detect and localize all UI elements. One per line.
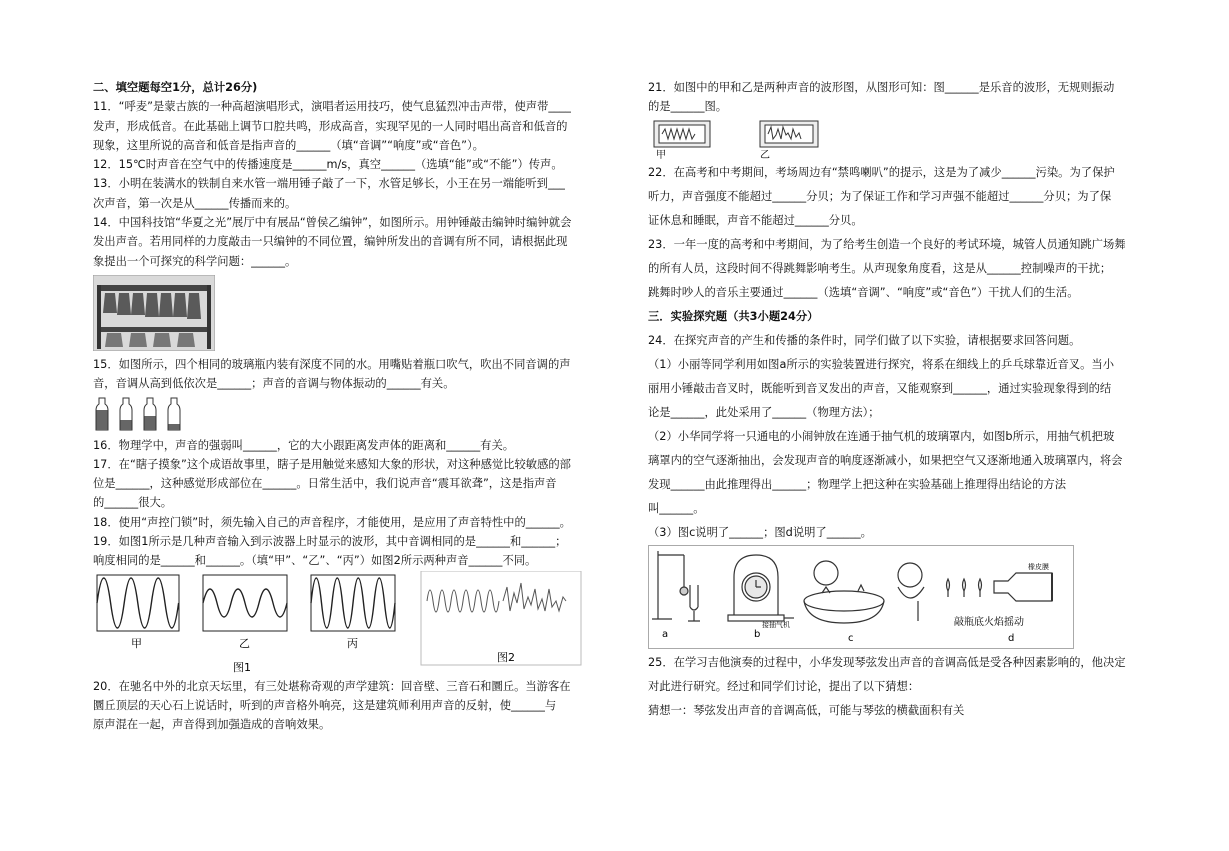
q24-line-1: 24．在探究声音的产生和传播的条件时，同学们做了以下实验，请根据要求回答问题。 — [648, 333, 1081, 347]
label-fig1: 图1 — [233, 660, 251, 674]
left-column — [93, 78, 583, 735]
label-a: a — [662, 628, 669, 640]
waveform-jia — [97, 575, 179, 631]
q19-line-1: 19．如图1所示是几种声音输入到示波器上时显示的波形，其中音调相同的是______和______； — [93, 535, 567, 549]
section-2-title: 二、填空题每空1分，总计26分) — [93, 81, 258, 94]
q21-figure — [648, 117, 1140, 161]
q24-line-9: （3）图c说明了______；图d说明了______。 — [648, 525, 872, 539]
label-jia: 甲 — [131, 636, 142, 650]
q21-line-2: 的是______图。 — [648, 100, 728, 114]
q24-line-3: 丽用小锤敲击音叉时，既能听到音叉发出的声音，又能观察到______，通过实验现象得到的结 — [648, 381, 1112, 395]
label-d-note: 敲瓶底火焰摇动 — [954, 616, 1024, 628]
q20-line-2: 圜丘顶层的天心石上说话时，听到的声音格外响亮，这是建筑师利用声音的反射，使______与 — [93, 698, 557, 712]
q24-line-4: 论是______，此处采用了______（物理方法）； — [648, 405, 880, 419]
q18-line-1: 18．使用“声控门锁”时，须先输入自己的声音程序，才能使用，是应用了声音特性中的______。 — [93, 515, 571, 529]
waveform-yi — [203, 575, 287, 631]
label-fig2: 图2 — [497, 650, 515, 664]
q22-line-1: 22．在高考和中考期间，考场周边有“禁鸣喇叭”的提示，这是为了减少______污染。为了保护 — [648, 165, 1115, 179]
q17-line-3: 的______很大。 — [93, 496, 173, 510]
q14-line-1: 14．中国科技馆“华夏之光”展厅中有展品“曾侯乙编钟”，如图所示。用钟锤敲击编钟时编钟就会 — [93, 216, 572, 230]
experiment-figure — [648, 545, 1140, 651]
q11-line-1: 11．“呼麦”是蒙古族的一种高超演唱形式，演唱者运用技巧，使气息猛烈冲击声带，使声带____ — [93, 100, 571, 114]
q17-line-1: 17．在“瞎子摸象”这个成语故事里，瞎子是用触觉来感知大象的形状，对这种感觉比较敏感的部 — [93, 457, 571, 471]
q24-line-8: 叫______。 — [648, 501, 705, 515]
q25-line-1: 25．在学习吉他演奏的过程中，小华发现琴弦发出声音的音调高低是受各种因素影响的，他决定 — [648, 655, 1126, 669]
waveform-bing — [311, 575, 395, 631]
q13-line-1: 13．小明在装满水的铁制自来水管一端用锤子敲了一下，水管足够长，小王在另一端能听到___ — [93, 177, 565, 191]
fig-b-bell-jar — [728, 555, 794, 621]
label-q21-jia: 甲 — [656, 149, 666, 159]
label-q21-yi: 乙 — [760, 149, 770, 159]
label-yi: 乙 — [239, 636, 250, 650]
q20-line-1: 20．在驰名中外的北京天坛里，有三处堪称奇观的声学建筑：回音壁、三音石和圜丘。当游客在 — [93, 679, 571, 693]
q23-line-1: 23．一年一度的高考和中考期间，为了给考生创造一个良好的考试环境，城管人员通知跳广场舞 — [648, 237, 1126, 251]
q24-line-6: 璃罩内的空气逐渐抽出，会发现声音的响度逐渐减小，如果把空气又逐渐地通入玻璃罩内，将会 — [648, 453, 1123, 467]
q13-line-2: 次声音，第一次是从______传播而来的。 — [93, 196, 297, 210]
q11-line-3: 现象，这里所说的高音和低音是指声音的______（填“音调”“响度”或“音色”）。 — [93, 138, 484, 152]
bottles-figure — [93, 394, 583, 436]
waveform-figures — [93, 571, 583, 677]
label-d: d — [1008, 632, 1015, 644]
fig-d-candle-bottle — [947, 573, 1053, 601]
q21-line-1: 21．如图中的甲和乙是两种声音的波形图，从图形可知：图______是乐音的波形，无规则振动 — [648, 81, 1115, 94]
q19-line-2: 响度相同的是______和______。（填“甲”、“乙”、“丙”）如图2所示两种声音______不同。 — [93, 554, 537, 568]
q17-line-2: 位是______，这种感觉形成部位在______。日常生活中，我们说声音“震耳欲聋”，这是指声音 — [93, 477, 557, 491]
chime-bells-image — [93, 275, 583, 355]
q25-line-2: 对此进行研究。经过和同学们讨论，提出了以下猜想： — [648, 679, 920, 693]
q22-line-2: 听力，声音强度不能超过______分贝；为了保证工作和学习声强不能超过______分贝；为了保 — [648, 189, 1112, 203]
q15-line-2: 音，音调从高到低依次是______；声音的音调与物体振动的______有关。 — [93, 377, 455, 391]
q24-line-7: 发现______由此推理得出______；物理学上把这种在实验基础上推理得出结论的方法 — [648, 477, 1066, 491]
q15-line-1: 15．如图所示，四个相同的玻璃瓶内装有深度不同的水。用嘴贴着瓶口吹气，吹出不同音调的声 — [93, 357, 571, 371]
right-column — [648, 78, 1140, 723]
section-3-title: 三．实验探究题（共3小题24分） — [648, 309, 819, 323]
q14-line-2: 发出声音。若用同样的力度敲击一只编钟的不同位置，编钟所发出的音调有所不同，请根据此现 — [93, 235, 568, 249]
q16-line-1: 16．物理学中，声音的强弱叫______，它的大小跟距离发声体的距离和______有关。 — [93, 438, 515, 452]
label-d-film: 橡皮膜 — [1028, 562, 1049, 571]
q22-line-3: 证休息和睡眠，声音不能超过______分贝。 — [648, 213, 863, 227]
label-b-note: 接抽气机 — [762, 620, 790, 629]
q25-line-3: 猜想一：琴弦发出声音的音调高低，可能与琴弦的横截面积有关 — [648, 703, 965, 717]
q23-line-2: 的所有人员，这段时间不得跳舞影响考生。从声现象角度看，这是从______控制噪声的干扰； — [648, 261, 1112, 275]
fig-a-tuning-fork — [652, 551, 700, 621]
fig-c-basin — [804, 561, 924, 623]
q24-line-5: （2）小华同学将一只通电的小闹钟放在连通于抽气机的玻璃罩内，如图b所示，用抽气机把玻 — [648, 429, 1115, 443]
q14-line-3: 象提出一个可探究的科学问题：______。 — [93, 254, 297, 268]
q23-line-3: 跳舞时吵人的音乐主要通过______（选填“音调”、“响度”或“音色”）干扰人们的生活。 — [648, 285, 1079, 299]
label-bing: 丙 — [347, 636, 358, 650]
q20-line-3: 原声混在一起，声音得到加强造成的音响效果。 — [93, 718, 331, 732]
label-c: c — [848, 632, 854, 644]
q11-line-2: 发声，形成低音。在此基础上调节口腔共鸣，形成高音，实现罕见的一人同时唱出高音和低音的 — [93, 119, 568, 133]
label-b: b — [754, 628, 761, 640]
q24-line-2: （1）小丽等同学利用如图a所示的实验装置进行探究，将系在细线上的乒乓球靠近音叉。当小 — [648, 357, 1114, 371]
q12-line-1: 12．15℃时声音在空气中的传播速度是______m/s，真空______（选填“能”或“不能”）传声。 — [93, 158, 563, 172]
